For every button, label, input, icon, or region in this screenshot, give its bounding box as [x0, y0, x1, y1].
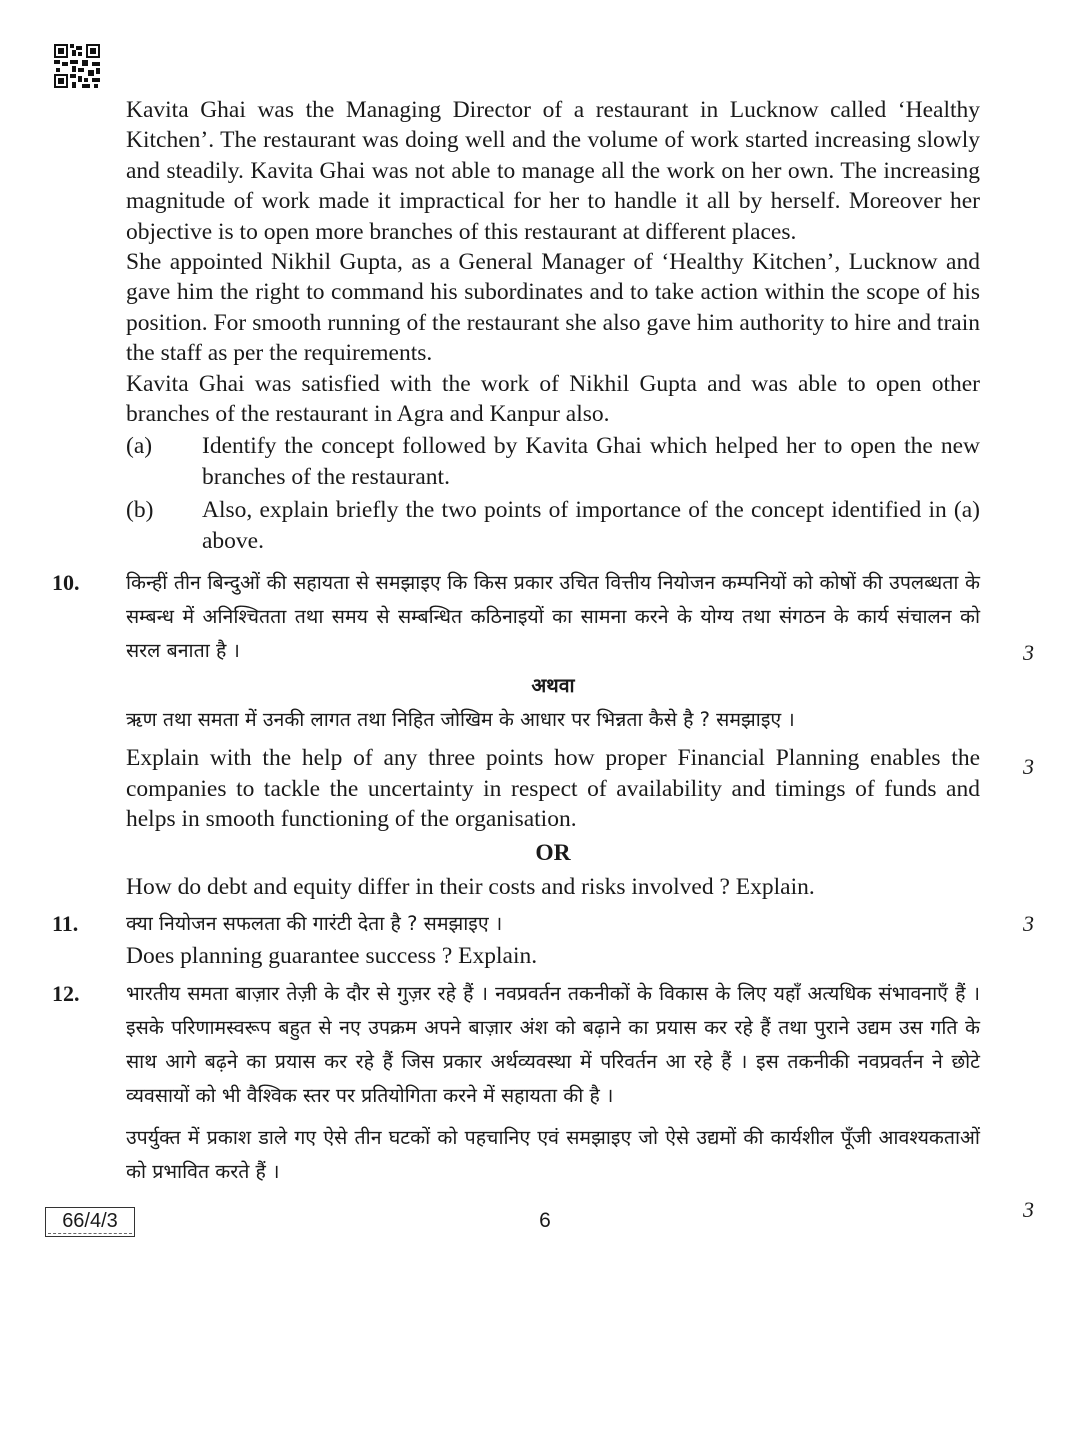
question-number: 11. — [52, 910, 79, 936]
marks: 3 — [1023, 1197, 1034, 1223]
case-paragraph-2: She appointed Nikhil Gupta, as a General Manager of ‘Healthy Kitchen’, Lucknow and gave him the right to command his subordinates and to take action within the scope of his position. For smooth running of the restaurant she also gave him authority to hire and train the staff as per the requirements. — [126, 249, 980, 367]
question-12-hindi-question: उपर्युक्त में प्रकाश डाले गए ऐसे तीन घटकों को पहचानिए एवं समझाइए जो ऐसे उद्यमों की कार्यशील पूँजी आवश्यकताओं को प्रभावित करते हैं । — [126, 1126, 980, 1184]
marks: 3 — [1023, 640, 1034, 666]
qr-code-icon — [54, 44, 100, 88]
question-11-hindi: क्या नियोजन सफलता की गारंटी देता है ? समझाइए । — [126, 911, 503, 935]
sub-question-b — [126, 495, 980, 556]
sub-question-b-label: (b) — [126, 497, 154, 524]
case-study-question — [52, 95, 980, 556]
question-12-hindi-paragraph: भारतीय समता बाज़ार तेज़ी के दौर से गुज़र रहे हैं । नवप्रवर्तन तकनीकों के विकास के लिए यहाँ अत्यधिक संभावनाएँ हैं । इसके परिणामस्वरूप बहुत से नए उपक्रम अपने बाज़ार अंश को बढ़ाने का प्रयास कर रहे हैं तथा पुराने उद्यम उस गति के साथ आगे बढ़ने का प्रयास कर रहे हैं जिस प्रकार अर्थव्यवस्था में परिवर्तन आ रहे हैं । इस तकनीकी नवप्रवर्तन ने छोटे व्यवसायों को भी वैश्विक स्तर पर प्रतियोगिता करने में सहायता की है । — [126, 982, 980, 1108]
paper-code: 66/4/3 — [45, 1207, 135, 1237]
question-10-hindi: किन्हीं तीन बिन्दुओं की सहायता से समझाइए कि किस प्रकार उचित वित्तीय नियोजन कम्पनियों को कोषों की उपलब्धता के सम्बन्ध में अनिश्चितता तथा समय से सम्बन्धित कठिनाइयों का सामना करने के योग्य तथा संगठन के कार्य संचालन को सरल बनाता है । — [126, 571, 980, 663]
page-number: 6 — [539, 1209, 551, 1232]
or-separator-hindi: अथवा — [531, 674, 575, 698]
question-10-alt-english: How do debt and equity differ in their costs and risks involved ? Explain. — [126, 874, 815, 901]
question-number: 12. — [52, 981, 80, 1007]
question-number: 10. — [52, 570, 80, 596]
question-10-alt-hindi: ऋण तथा समता में उनकी लागत तथा निहित जोखिम के आधार पर भिन्नता कैसे है ? समझाइए । — [126, 708, 795, 732]
sub-question-a — [126, 431, 980, 492]
question-10 — [52, 566, 1034, 903]
sub-question-a-label: (a) — [126, 433, 153, 460]
case-paragraph-1: Kavita Ghai was the Managing Director of a restaurant in Lucknow called ‘Healthy Kitchen’. The restaurant was doing well and the volume of work started increasing slowly and steadily. Kavita Ghai was not able to manage all the work on her own. The increasing magnitude of work made it impractical for her to handle it all by herself. Moreover her objective is to open more branches of this restaurant at different places. — [126, 97, 980, 245]
question-11 — [52, 907, 1034, 971]
case-paragraph-3: Kavita Ghai was satisfied with the work of Nikhil Gupta and was able to open other branches of the restaurant in Agra and Kanpur also. — [126, 370, 980, 428]
question-11-english: Does planning guarantee success ? Explain. — [126, 942, 538, 969]
or-separator-english: OR — [535, 840, 571, 867]
marks: 3 — [1023, 910, 1034, 936]
marks: 3 — [1023, 754, 1034, 780]
sub-question-a-text: Identify the concept followed by Kavita Ghai which helped her to open the new branches of the restaurant. — [202, 433, 980, 490]
sub-question-b-text: Also, explain briefly the two points of importance of the concept identified in (a) above. — [202, 497, 980, 554]
question-10-english: Explain with the help of any three points how proper Financial Planning enables the companies to tackle the uncertainty in respect of availability and timings of funds and helps in smooth functioning of the organisation. — [126, 745, 980, 832]
